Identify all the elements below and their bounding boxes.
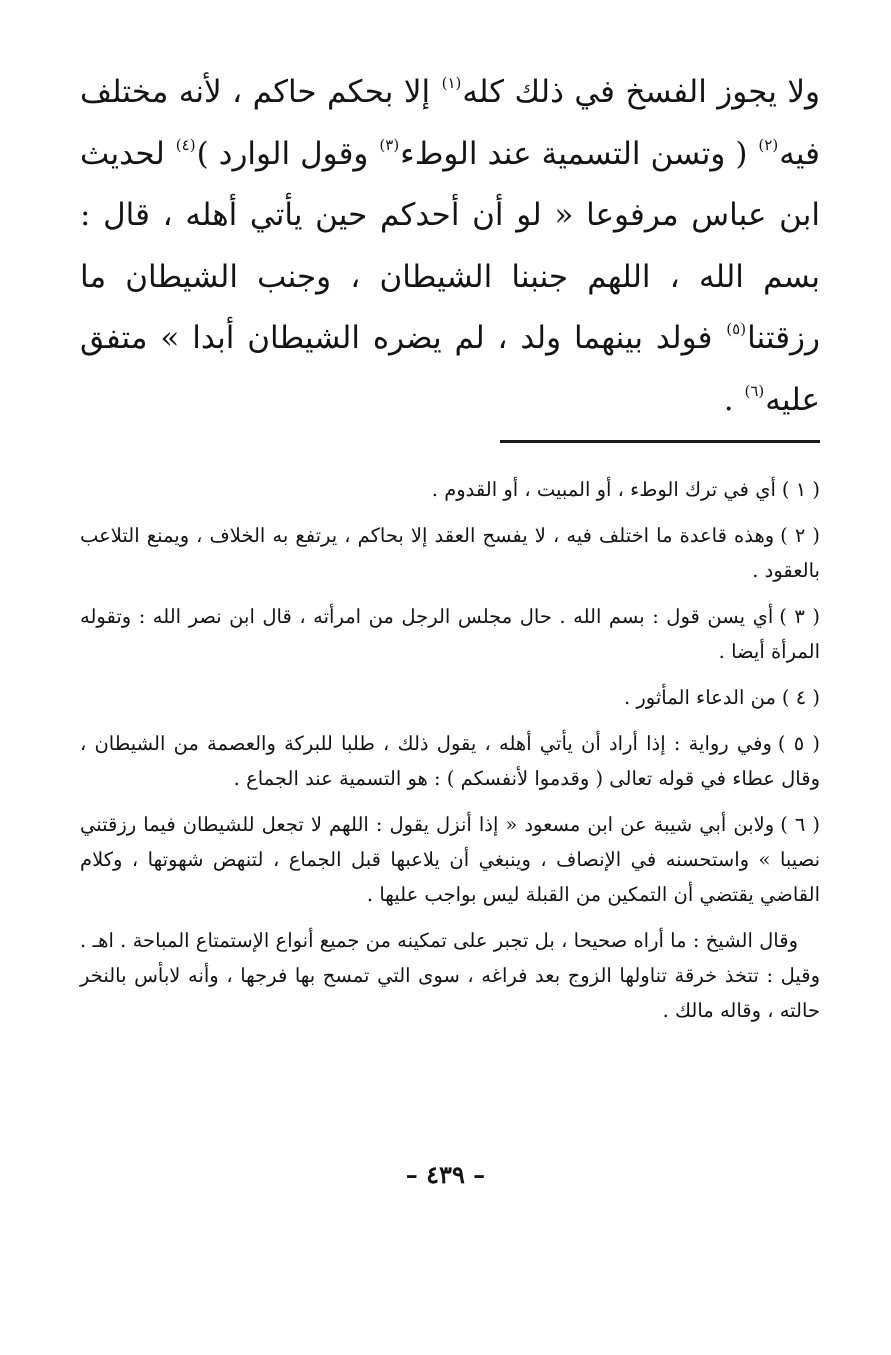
footnote-number: ( ٣ ) [779, 605, 820, 628]
main-paragraph [80, 62, 820, 431]
footnote-text: أي في ترك الوطء ، أو المبيت ، أو القدوم . [431, 478, 776, 501]
footnote-continuation: وقال الشيخ : ما أراه صحيحا ، بل تجبر على تمكينه من جميع أنواع الإستمتاع المباحة . اهـ . وقيل : تتخذ خرقة تناولها الزوج بعد فراغه ، سوى التي تمسح بها فرجها ، وأنه لابأس بالنخر حالته ، وقاله مالك . [80, 929, 820, 1022]
main-text [80, 62, 820, 431]
footnotes [80, 472, 820, 1028]
footnote-number: ( ٤ ) [781, 686, 820, 709]
footnote-text: وفي رواية : إذا أراد أن يأتي أهله ، يقول ذلك ، طلبا للبركة والعصمة من الشيطان ، وقال عطاء في قوله تعالى ( وقدموا لأنفسكم ) : هو التسمية عند الجماع . [80, 732, 820, 790]
footnote-5 [80, 726, 820, 796]
page-number: – ٤٣٩ – [405, 1160, 486, 1189]
main-segment: . [723, 381, 744, 418]
footnote-ref: (٢) [758, 135, 779, 154]
footnote-2 [80, 518, 820, 588]
main-segment: فولد بينهما ولد ، لم يضره الشيطان أبدا » متفق عليه [80, 320, 820, 418]
footnote-number: ( ٦ ) [780, 813, 820, 836]
footnote-text: وهذه قاعدة ما اختلف فيه ، لا يفسح العقد إلا بحاكم ، يرتفع به الخلاف ، ويمنع التلاعب بالعقود . [80, 524, 820, 582]
main-segment: ( وتسن التسمية عند الوطء [400, 135, 758, 172]
footnote-4 [80, 680, 820, 715]
footnote-text: ولابن أبي شيبة عن ابن مسعود « إذا أنزل يقول : اللهم لا تجعل للشيطان فيما رزقتني نصيبا » واستحسنه في الإنصاف ، وينبغي أن يلاعبها قبل الجماع ، لتنهض شهوتها ، وكلام القاضي يقتضي أن التمكين من القبلة ليس بواجب عليها . [80, 813, 820, 906]
main-segment: لحديث ابن عباس مرفوعا « لو أن أحدكم حين يأتي أهله ، قال : بسم الله ، اللهم جنبنا الشيطان ، وجنب الشيطان ما رزقتنا [80, 135, 820, 356]
main-segment: ولا يجوز الفسخ في ذلك كله [462, 74, 820, 110]
footnote-ref: (٦) [744, 381, 765, 400]
footnote-number: ( ٢ ) [780, 524, 821, 547]
footnote-ref: (٣) [379, 135, 400, 154]
footnote-number: ( ١ ) [781, 478, 820, 501]
footnote-3 [80, 599, 820, 669]
footnote-divider [500, 440, 820, 443]
footnote-ref: (١) [441, 74, 462, 92]
main-segment: إلا بحكم حاكم ، لأنه مختلف فيه [80, 74, 820, 172]
footnote-6 [80, 807, 820, 912]
main-segment: وقول الوارد ) [196, 135, 379, 172]
footnote-ref: (٤) [175, 135, 196, 154]
footnote-text: من الدعاء المأثور . [623, 686, 776, 709]
footnote-text: أي يسن قول : بسم الله . حال مجلس الرجل من امرأته ، قال ابن نصر الله : وتقوله المرأة أيضا . [80, 605, 820, 663]
footnote-ref: (٥) [726, 320, 747, 338]
footnote-number: ( ٥ ) [777, 732, 821, 755]
footnote-1 [80, 472, 820, 507]
